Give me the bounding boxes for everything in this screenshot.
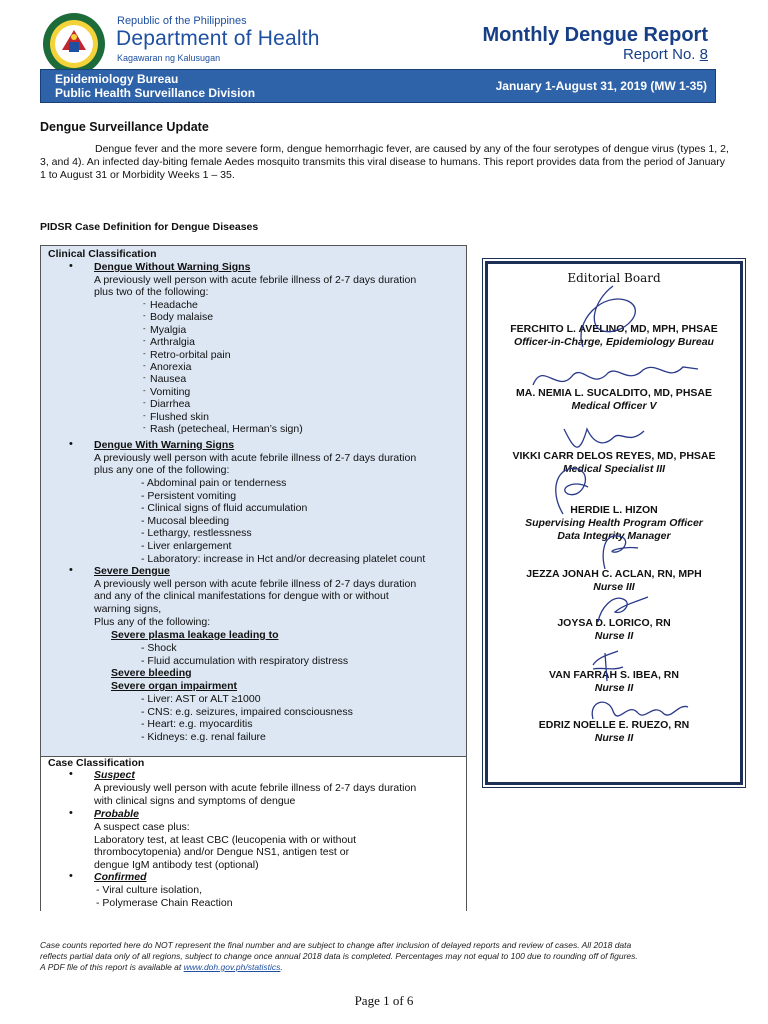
case-classification-heading: Case Classification [48,757,145,769]
dash-icon: - [143,361,146,370]
list-item: - Viral culture isolation, [96,884,203,896]
dwws-title: Dengue Without Warning Signs [94,261,251,273]
member-role: Nurse II [594,682,634,694]
signature-aclan [593,524,643,574]
member-role: Data Integrity Manager [557,530,671,542]
dwws-desc: plus two of the following: [94,286,209,298]
member-name: JOYSA D. LORICO, RN [557,617,671,629]
member-name: VIKKI CARR DELOS REYES, MD, PHSAE [512,450,716,462]
severe-desc: A previously well person with acute febrile illness of 2-7 days duration [94,578,417,590]
symptom-item: Diarrhea [150,398,191,411]
signature-avelino [543,281,653,353]
report-title: Monthly Dengue Report [482,24,708,46]
member-name: EDRIZ NOELLE E. RUEZO, RN [538,719,690,731]
signature-hizon [543,459,603,519]
list-item: Laboratory test, at least CBC (leucopenia with or without [94,833,357,846]
report-number-value: 8 [699,46,708,63]
bullet-icon: • [69,807,73,819]
department-tagline: Kagawaran ng Kalusugan [117,53,221,63]
list-item: - Laboratory: increase in Hct and/or decreasing platelet count [141,552,426,565]
list-item: - Clinical signs of fluid accumulation [141,502,308,515]
symptom-item: Nausea [150,373,187,386]
member-name: MA. NEMIA L. SUCALDITO, MD, PHSAE [515,387,712,399]
member-role: Nurse III [593,581,635,593]
bullet-icon: • [69,870,73,882]
member-role: Medical Specialist III [562,463,666,475]
list-item: - Shock [141,642,177,654]
list-item: - Liver enlargement [141,540,232,552]
signature-delos-reyes [559,419,649,459]
member-name: FERCHITO L. AVELINO, MD, MPH, PHSAE [510,323,718,335]
republic-label: Republic of the Philippines [117,15,247,27]
division-band [40,69,716,103]
member-role: Supervising Health Program Officer [525,517,703,529]
list-item: A previously well person with acute febrile illness of 2-7 days duration [94,782,417,794]
signature-lorico [593,587,653,627]
case-definition-box [40,245,467,911]
list-item: - Mucosal bleeding [141,514,230,527]
statistics-link[interactable]: www.doh.gov.ph/statistics [183,962,281,972]
dws-desc: A previously well person with acute febrile illness of 2-7 days duration [94,452,417,464]
list-item: - Persistent vomiting [141,489,237,502]
clinical-classification-heading: Clinical Classification [48,248,157,260]
symptom-item: Myalgia [150,323,187,336]
severe-desc: Plus any of the following: [94,616,211,628]
footnote-line: Case counts reported here do NOT represent the final number and are subject to change after inclusion of delayed reports and review of cases. All 2018 data [40,940,632,950]
footnote-line: A PDF file of this report is available at www.doh.gov.ph/statistics. [40,962,283,972]
bullet-icon: • [69,768,73,780]
list-item: dengue IgM antibody test (optional) [94,858,259,871]
dws-desc: plus any one of the following: [94,464,230,476]
list-item: - Liver: AST or ALT ≥1000 [141,693,261,705]
member-name: HERDIE L. HIZON [570,504,658,516]
list-item: - Heart: e.g. myocarditis [141,718,253,731]
dash-icon: - [143,299,146,308]
organ-impairment-title: Severe organ impairment [111,680,238,692]
suspect-title: Suspect [94,769,135,781]
member-role: Officer-in-Charge, Epidemiology Bureau [514,336,714,348]
dash-icon: - [143,336,146,346]
dash-icon: - [143,385,146,395]
list-item: - Fluid accumulation with respiratory distress [141,654,349,667]
bullet-icon: • [69,564,73,576]
section-heading-update: Dengue Surveillance Update [40,120,209,134]
dash-icon: - [143,373,146,383]
list-item: - Polymerase Chain Reaction [96,896,233,909]
symptom-item: Anorexia [150,361,192,373]
symptom-item: Retro-orbital pain [150,348,231,361]
dash-icon: - [143,423,146,432]
department-name: Department of Health [116,27,320,50]
dash-icon: - [143,398,146,408]
confirmed-title: Confirmed [94,871,147,883]
plasma-leakage-title: Severe plasma leakage leading to [111,629,279,641]
report-number-label: Report No. [622,46,696,63]
bullet-icon: • [69,260,73,272]
dash-icon: - [143,348,146,358]
editorial-board-title: Editorial Board [567,271,661,285]
dash-icon: - [143,323,146,333]
symptom-item: Body malaise [150,311,214,324]
footnote-line: reflects partial data only of all regions, subject to change once annual 2018 data is completed. Percentages may not equal to 100 due to rounding off of figures. [40,951,638,961]
list-item: thrombocytopenia) and/or Dengue NS1, antigen test or [94,846,350,859]
symptom-item: Arthralgia [150,336,195,349]
section-heading-pidsr: PIDSR Case Definition for Dengue Diseases [40,221,259,233]
bureau-name: Epidemiology Bureau [55,72,179,86]
symptom-item: Headache [150,299,198,311]
list-item: A suspect case plus: [94,821,190,833]
list-item: - Abdominal pain or tenderness [141,477,287,489]
severe-bleeding-title: Severe bleeding [111,667,192,679]
member-role: Nurse II [594,732,634,744]
disclaimer-footnote [40,940,730,973]
member-name: JEZZA JONAH C. ACLAN, RN, MPH [526,568,702,580]
editorial-board [482,258,746,788]
signature-ibea [583,645,633,685]
intro-paragraph: Dengue fever and the more severe form, dengue hemorrhagic fever, are caused by any of the four serotypes of dengue virus (types 1, 2, 3, and 4). An infected day-biting female Aedes mosquito transmits this viral disease to humans. This report provides data from the period of January 1 to August 31 or Morbidity Weeks 1 – 35. [40,143,729,181]
bullet-icon: • [69,438,73,450]
symptom-item: Vomiting [150,385,191,398]
severe-dengue-title: Severe Dengue [94,565,170,577]
probable-title: Probable [94,808,139,820]
severe-desc: warning signs, [94,603,162,615]
doh-seal-logo [42,12,106,76]
list-item: - Lethargy, restlessness [141,527,252,540]
list-item: - Kidneys: e.g. renal failure [141,730,266,743]
signature-ruezo [583,691,693,737]
dash-icon: - [143,410,146,420]
dwws-desc: A previously well person with acute febrile illness of 2-7 days duration [94,274,417,286]
division-name: Public Health Surveillance Division [55,86,256,100]
signature-sucaldito [523,355,713,401]
member-role: Medical Officer V [571,400,657,412]
symptom-item: Flushed skin [150,410,209,423]
member-name: VAN FARRAH S. IBEA, RN [549,669,679,681]
symptom-item: Rash (petecheal, Herman’s sign) [150,423,303,435]
footnote-pdf-text: A PDF file of this report is available at [40,962,182,972]
severe-desc: and any of the clinical manifestations for dengue with or without [94,590,389,602]
report-number [623,46,708,63]
list-item: with clinical signs and symptoms of dengue [94,794,296,807]
page-number: Page 1 of 6 [354,993,414,1008]
dws-title: Dengue With Warning Signs [94,439,235,451]
list-item: - CNS: e.g. seizures, impaired consciousness [141,705,353,718]
member-role: Nurse II [594,630,634,642]
dash-icon: - [143,311,146,321]
report-period: January 1-August 31, 2019 (MW 1-35) [495,79,707,93]
